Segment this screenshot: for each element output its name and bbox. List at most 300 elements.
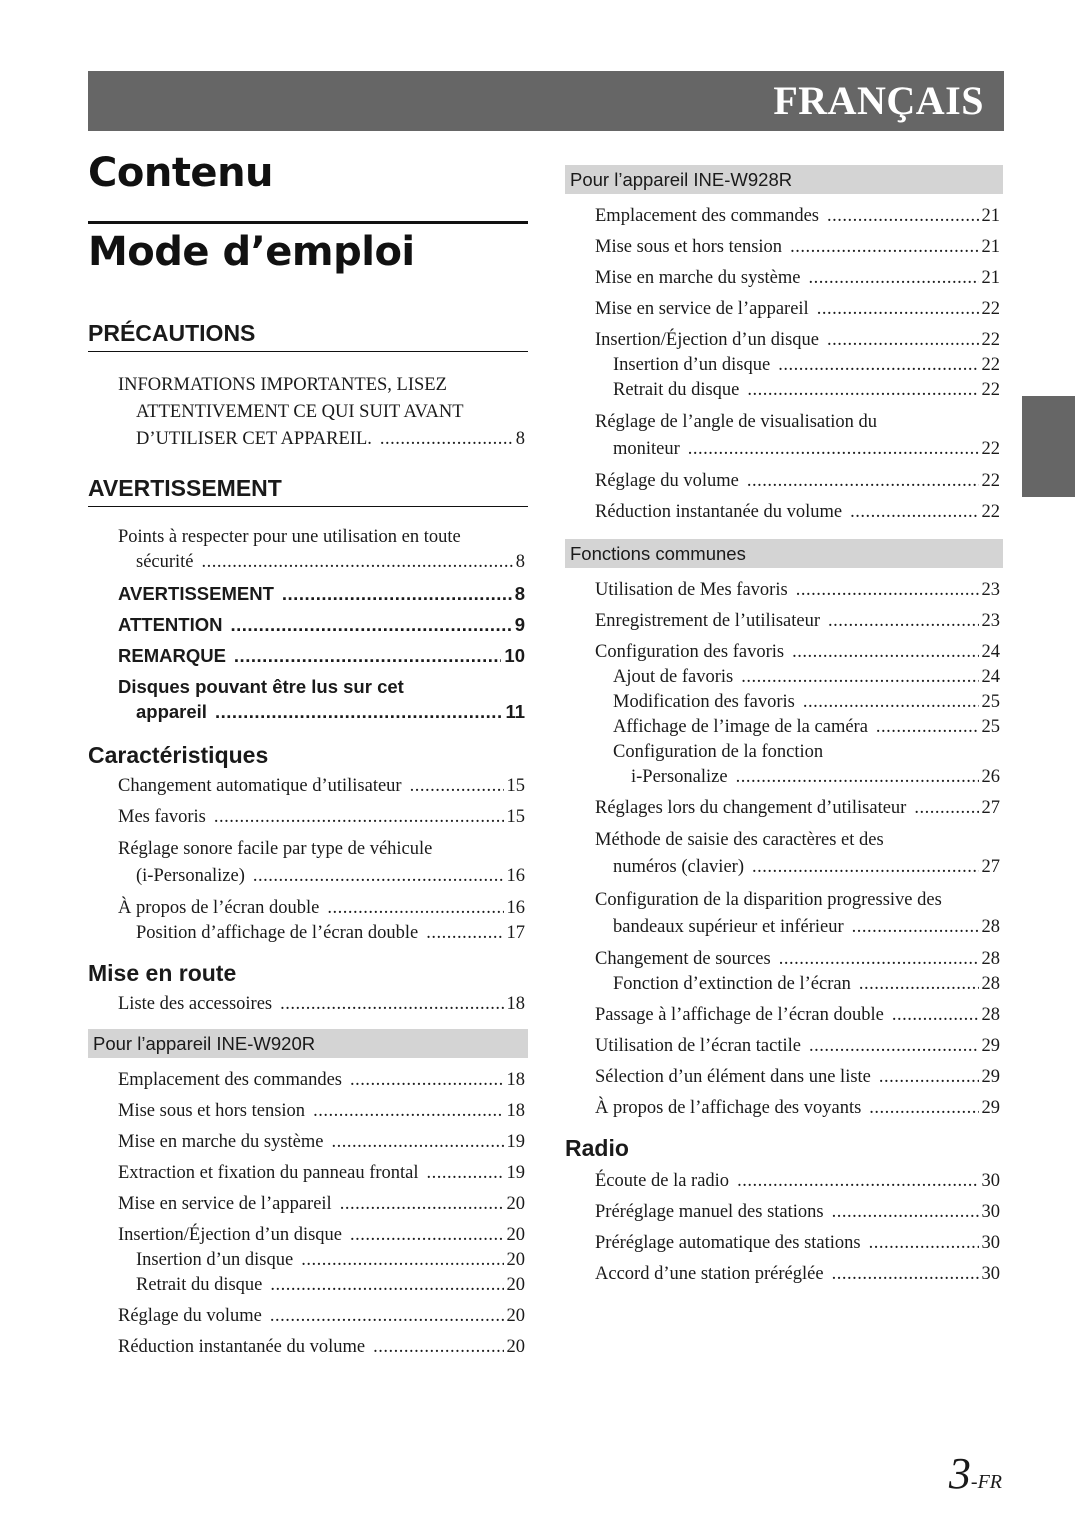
toc-entry-text: Passage à l’affichage de l’écran double: [595, 1005, 884, 1025]
toc-entry[interactable]: [595, 1262, 1000, 1287]
toc-entry-line: [118, 1304, 525, 1329]
toc-entry[interactable]: [595, 1231, 1000, 1256]
toc-entry[interactable]: [595, 409, 1000, 463]
toc-page-number[interactable]: 29: [981, 1067, 1000, 1087]
toc-entry-text: Réduction instantanée du volume: [118, 1337, 366, 1357]
toc-entry-line: [595, 204, 1000, 229]
toc-page-number[interactable]: 22: [981, 439, 1000, 459]
section-thumb-tab: [1022, 396, 1075, 497]
toc-subentry[interactable]: [118, 1248, 525, 1273]
toc-page-number[interactable]: 19: [506, 1163, 525, 1183]
dot-leader: [410, 774, 504, 799]
section-heading: PRÉCAUTIONS: [88, 318, 528, 352]
dot-leader: [215, 699, 502, 724]
toc-entry-text: Retrait du disque: [613, 380, 740, 400]
toc-entry-text: moniteur: [613, 439, 680, 459]
dot-leader: [373, 1335, 503, 1360]
toc-entry-line: [595, 640, 1000, 665]
toc-page-number[interactable]: 20: [506, 1225, 525, 1245]
section-heading: AVERTISSEMENT: [88, 473, 528, 507]
toc-entry-text: Emplacement des commandes: [595, 206, 819, 226]
toc-entry-line: [118, 1335, 525, 1360]
toc-entry-line: [118, 896, 525, 921]
toc-entry[interactable]: [118, 1130, 525, 1155]
dot-leader: [301, 1248, 503, 1273]
toc-entry[interactable]: [595, 500, 1000, 525]
toc-entry-line: [595, 1096, 1000, 1121]
toc-section-entries: [565, 578, 1003, 1121]
toc-page-number[interactable]: 25: [981, 717, 1000, 737]
toc-entry-text: Préréglage manuel des stations: [595, 1202, 824, 1222]
page-title: Contenu: [88, 150, 274, 196]
toc-subentry[interactable]: [595, 353, 1000, 378]
dot-leader: [828, 609, 978, 634]
toc-entry[interactable]: [595, 796, 1000, 821]
toc-entry-line: [595, 1231, 1000, 1256]
toc-section-entries: [88, 774, 528, 946]
toc-subentry[interactable]: [595, 972, 1000, 997]
dot-leader: [809, 266, 979, 291]
toc-entry-line: [118, 836, 525, 863]
toc-page-number[interactable]: 25: [981, 692, 1000, 712]
toc-entry-line: [118, 426, 525, 453]
toc-page-number[interactable]: 22: [981, 502, 1000, 522]
toc-page-number[interactable]: 23: [981, 580, 1000, 600]
dot-leader: [426, 921, 503, 946]
toc-entry-line: [118, 699, 525, 724]
toc-entry-line: [595, 1065, 1000, 1090]
toc-entry-line: [118, 1223, 525, 1248]
toc-entry-line: [613, 715, 1000, 740]
toc-entry[interactable]: [595, 947, 1000, 972]
toc-subentry[interactable]: [118, 1273, 525, 1298]
toc-entry-text: Affichage de l’image de la caméra: [613, 717, 868, 737]
toc-page-number[interactable]: 16: [506, 898, 525, 918]
toc-page-number[interactable]: 28: [981, 1005, 1000, 1025]
toc-entry-text: Mise sous et hors tension: [595, 237, 783, 257]
toc-entry-line: [595, 947, 1000, 972]
toc-entry-line: [136, 1273, 525, 1298]
toc-entry-line: [613, 765, 1000, 790]
toc-entry-line: [118, 550, 525, 575]
section-band: Pour l’appareil INE-W928R: [565, 165, 1003, 194]
toc-entry-text: sécurité: [136, 552, 194, 572]
dot-leader: [817, 297, 979, 322]
toc-entry[interactable]: [118, 774, 525, 799]
toc-entry-line: [595, 266, 1000, 291]
toc-entry-line: [613, 353, 1000, 378]
toc-page-number[interactable]: 29: [981, 1098, 1000, 1118]
language-label: FRANÇAIS: [773, 78, 984, 123]
toc-entry-text: i-Personalize: [631, 767, 728, 787]
toc-entry-line: [595, 1003, 1000, 1028]
toc-entry-line: [595, 1200, 1000, 1225]
page-subtitle: Mode d’emploi: [88, 229, 415, 275]
toc-entry-text: Mise en marche du système: [595, 268, 801, 288]
toc-entry-text: Utilisation de Mes favoris: [595, 580, 788, 600]
toc-subentry[interactable]: [595, 665, 1000, 690]
dot-leader: [737, 1169, 978, 1194]
toc-entry[interactable]: [118, 992, 525, 1017]
toc-entry-text: À propos de l’affichage des voyants: [595, 1098, 862, 1118]
toc-entry-line: [118, 1068, 525, 1093]
toc-entry[interactable]: [118, 1223, 525, 1248]
toc-entry-text: REMARQUE: [118, 645, 226, 666]
section-heading: Radio: [565, 1135, 629, 1161]
toc-entry-line: [118, 612, 525, 637]
toc-list-left: [88, 318, 528, 1360]
dot-leader: [778, 353, 978, 378]
toc-entry-text: Insertion/Éjection d’un disque: [595, 330, 820, 350]
dot-leader: [832, 1200, 979, 1225]
toc-entry-line: [118, 525, 525, 550]
page-number: [949, 1448, 1002, 1499]
toc-entry[interactable]: [118, 372, 525, 453]
toc-entry[interactable]: [118, 805, 525, 830]
toc-entry-text: ATTENTION: [118, 614, 223, 635]
dot-leader: [879, 1065, 979, 1090]
toc-page-number[interactable]: 21: [981, 237, 1000, 257]
dot-leader: [779, 947, 979, 972]
toc-entry-text: Extraction et fixation du panneau frontal: [118, 1163, 419, 1183]
toc-page-number[interactable]: 28: [981, 949, 1000, 969]
toc-entry-line: [595, 578, 1000, 603]
dot-leader: [234, 643, 502, 668]
dot-leader: [214, 805, 504, 830]
dot-leader: [859, 972, 979, 997]
toc-entry-line: [118, 1130, 525, 1155]
toc-entry[interactable]: [118, 1304, 525, 1329]
dot-leader: [688, 436, 979, 463]
toc-entry-text: Préréglage automatique des stations: [595, 1233, 861, 1253]
toc-list-right: [565, 165, 1003, 1287]
toc-entry-line: [118, 581, 525, 606]
toc-subentry[interactable]: [118, 921, 525, 946]
toc-entry-text: Mise en service de l’appareil: [118, 1194, 332, 1214]
toc-page-number[interactable]: 19: [506, 1132, 525, 1152]
toc-entry-text: appareil: [136, 701, 207, 722]
dot-leader: [832, 1262, 979, 1287]
toc-entry[interactable]: [118, 1068, 525, 1093]
language-banner: [88, 71, 1004, 131]
toc-page-number[interactable]: 24: [981, 667, 1000, 687]
page-number-suffix: -FR: [970, 1471, 1002, 1493]
toc-page-number[interactable]: 16: [506, 866, 525, 886]
toc-page-number[interactable]: 29: [981, 1036, 1000, 1056]
toc-page-number[interactable]: 18: [506, 1101, 525, 1121]
dot-leader: [202, 550, 513, 575]
toc-page-number[interactable]: 21: [981, 206, 1000, 226]
toc-entry-line: [595, 297, 1000, 322]
page-number-value: 3: [948, 1449, 971, 1498]
toc-entry-line: [595, 500, 1000, 525]
toc-entry-text: ATTENTIVEMENT CE QUI SUIT AVANT: [136, 402, 464, 422]
toc-right-column: [565, 165, 1003, 1287]
toc-page-number[interactable]: 23: [981, 611, 1000, 631]
toc-entry-line: [613, 972, 1000, 997]
toc-entry-text: bandeaux supérieur et inférieur: [613, 917, 844, 937]
toc-entry-text: D’UTILISER CET APPAREIL.: [136, 429, 372, 449]
toc-page-number[interactable]: 27: [981, 857, 1000, 877]
toc-entry[interactable]: [595, 1096, 1000, 1121]
toc-page-number[interactable]: 30: [981, 1233, 1000, 1253]
toc-page-number[interactable]: 8: [515, 552, 525, 572]
toc-page-number[interactable]: 22: [981, 355, 1000, 375]
toc-entry-line: [595, 469, 1000, 494]
toc-entry-line: [595, 609, 1000, 634]
toc-entry-text: Position d’affichage de l’écran double: [136, 923, 419, 943]
toc-entry[interactable]: [118, 1099, 525, 1124]
toc-entry-line: [595, 1262, 1000, 1287]
toc-entry-text: (i-Personalize): [136, 866, 245, 886]
dot-leader: [270, 1273, 503, 1298]
dot-leader: [332, 1130, 504, 1155]
toc-entry-line: [136, 1248, 525, 1273]
toc-entry[interactable]: [595, 1169, 1000, 1194]
toc-entry-line: [595, 827, 1000, 854]
toc-entry-line: [118, 372, 525, 399]
toc-page-number[interactable]: 20: [506, 1337, 525, 1357]
toc-entry[interactable]: [118, 674, 525, 724]
toc-entry[interactable]: [595, 1065, 1000, 1090]
toc-entry-line: [595, 235, 1000, 260]
toc-section-entries: [565, 1169, 1003, 1287]
dot-leader: [282, 581, 512, 606]
toc-entry-text: Écoute de la radio: [595, 1171, 730, 1191]
toc-entry-text: Réduction instantanée du volume: [595, 502, 843, 522]
toc-entry-text: Réglages lors du changement d’utilisateur: [595, 798, 907, 818]
section-heading: Caractéristiques: [88, 742, 269, 768]
toc-entry[interactable]: [595, 266, 1000, 291]
dot-leader: [869, 1096, 978, 1121]
toc-page-number[interactable]: 11: [505, 701, 525, 722]
toc-entry[interactable]: [118, 836, 525, 890]
toc-page-number[interactable]: 26: [981, 767, 1000, 787]
toc-entry-line: [118, 643, 525, 668]
toc-page-number[interactable]: 28: [981, 917, 1000, 937]
dot-leader: [270, 1304, 504, 1329]
toc-entry-text: Changement automatique d’utilisateur: [118, 776, 402, 796]
toc-page-number[interactable]: 30: [981, 1171, 1000, 1191]
toc-page-number[interactable]: 22: [981, 471, 1000, 491]
dot-leader: [803, 690, 979, 715]
toc-entry[interactable]: [595, 1034, 1000, 1059]
dot-leader: [892, 1003, 979, 1028]
toc-page-number[interactable]: 9: [514, 614, 525, 635]
toc-entry-line: [118, 1192, 525, 1217]
toc-entry-line: [595, 1169, 1000, 1194]
toc-entry-line: [595, 328, 1000, 353]
toc-entry[interactable]: [595, 469, 1000, 494]
toc-page-number[interactable]: 22: [981, 299, 1000, 319]
dot-leader: [827, 204, 979, 229]
dot-leader: [313, 1099, 503, 1124]
dot-leader: [350, 1223, 503, 1248]
toc-entry-text: AVERTISSEMENT: [118, 583, 274, 604]
toc-entry-line: [118, 674, 525, 699]
toc-entry-text: numéros (clavier): [613, 857, 744, 877]
toc-entry[interactable]: [595, 297, 1000, 322]
dot-leader: [809, 1034, 979, 1059]
toc-entry-text: Fonction d’extinction de l’écran: [613, 974, 851, 994]
toc-entry[interactable]: [595, 578, 1000, 603]
toc-entry-line: [118, 774, 525, 799]
toc-entry[interactable]: [595, 235, 1000, 260]
toc-entry-text: Insertion d’un disque: [136, 1250, 294, 1270]
toc-page-number[interactable]: 18: [506, 1070, 525, 1090]
toc-page-number[interactable]: 24: [981, 642, 1000, 662]
toc-entry[interactable]: [595, 328, 1000, 353]
dot-leader: [747, 378, 978, 403]
toc-entry[interactable]: [118, 643, 525, 668]
section-band: Fonctions communes: [565, 539, 1003, 568]
toc-entry-line: [118, 805, 525, 830]
toc-entry-text: Enregistrement de l’utilisateur: [595, 611, 821, 631]
toc-section-entries: [565, 204, 1003, 525]
toc-entry-line: [595, 796, 1000, 821]
toc-entry-line: [118, 992, 525, 1017]
toc-entry[interactable]: [595, 609, 1000, 634]
toc-subentry[interactable]: [595, 740, 1000, 790]
toc-entry-text: Points à respecter pour une utilisation en toute: [118, 527, 461, 547]
toc-entry-line: [595, 1034, 1000, 1059]
toc-entry-text: Utilisation de l’écran tactile: [595, 1036, 801, 1056]
toc-page-number[interactable]: 28: [981, 974, 1000, 994]
toc-entry-line: [118, 399, 525, 426]
toc-entry-text: Ajout de favoris: [613, 667, 734, 687]
toc-page-number[interactable]: 30: [981, 1264, 1000, 1284]
toc-page-number[interactable]: 20: [506, 1194, 525, 1214]
toc-page-number[interactable]: 20: [506, 1306, 525, 1326]
toc-subentry[interactable]: [595, 690, 1000, 715]
dot-leader: [747, 469, 979, 494]
toc-entry-text: Réglage de l’angle de visualisation du: [595, 412, 878, 432]
dot-leader: [736, 765, 979, 790]
toc-entry-line: [136, 921, 525, 946]
toc-entry[interactable]: [595, 1200, 1000, 1225]
toc-entry-text: Réglage du volume: [595, 471, 739, 491]
toc-entry[interactable]: [118, 612, 525, 637]
toc-entry-text: Configuration de la disparition progressive des: [595, 890, 942, 910]
dot-leader: [741, 665, 978, 690]
toc-subentry[interactable]: [595, 378, 1000, 403]
toc-entry[interactable]: [118, 1335, 525, 1360]
toc-entry-text: Liste des accessoires: [118, 994, 273, 1014]
toc-section-entries: [88, 992, 528, 1017]
toc-entry-text: Insertion d’un disque: [613, 355, 771, 375]
toc-page-number[interactable]: 27: [981, 798, 1000, 818]
toc-page-number[interactable]: 20: [506, 1275, 525, 1295]
toc-page-number[interactable]: 18: [506, 994, 525, 1014]
toc-page-number[interactable]: 8: [514, 583, 525, 604]
toc-page-number[interactable]: 15: [506, 807, 525, 827]
toc-entry-text: Méthode de saisie des caractères et des: [595, 830, 884, 850]
toc-entry-line: [595, 887, 1000, 914]
dot-leader: [253, 863, 504, 890]
toc-entry[interactable]: [595, 887, 1000, 941]
toc-entry-text: Disques pouvant être lus sur cet: [118, 676, 404, 697]
toc-entry[interactable]: [118, 581, 525, 606]
toc-page-number[interactable]: 21: [981, 268, 1000, 288]
dot-leader: [876, 715, 979, 740]
section-heading: Mise en route: [88, 960, 237, 986]
toc-page-number[interactable]: 30: [981, 1202, 1000, 1222]
toc-entry-text: Mise sous et hors tension: [118, 1101, 306, 1121]
dot-leader: [827, 328, 978, 353]
toc-page-number[interactable]: 8: [515, 429, 525, 449]
toc-entry-text: Configuration de la fonction: [613, 742, 824, 762]
toc-left-column: [88, 145, 528, 1360]
toc-page-number[interactable]: 15: [506, 776, 525, 796]
toc-entry-line: [595, 409, 1000, 436]
toc-entry-text: Retrait du disque: [136, 1275, 263, 1295]
toc-entry-text: Mise en service de l’appareil: [595, 299, 809, 319]
toc-entry-text: Sélection d’un élément dans une liste: [595, 1067, 871, 1087]
toc-section-entries: [88, 1068, 528, 1360]
toc-entry-text: Modification des favoris: [613, 692, 795, 712]
section-band: Pour l’appareil INE-W920R: [88, 1029, 528, 1058]
toc-entry-text: Insertion/Éjection d’un disque: [118, 1225, 343, 1245]
toc-entry-line: [595, 436, 1000, 463]
toc-entry-text: Réglage du volume: [118, 1306, 262, 1326]
toc-entry[interactable]: [118, 1161, 525, 1186]
toc-entry-line: [118, 1161, 525, 1186]
toc-page-number[interactable]: 17: [506, 923, 525, 943]
toc-page-number[interactable]: 10: [504, 645, 525, 666]
dot-leader: [914, 796, 978, 821]
dot-leader: [350, 1068, 504, 1093]
dot-leader: [850, 500, 978, 525]
toc-entry-line: [118, 863, 525, 890]
toc-page-number[interactable]: 20: [506, 1250, 525, 1270]
toc-entry-line: [613, 690, 1000, 715]
toc-entry[interactable]: [595, 204, 1000, 229]
toc-section-entries: [88, 525, 528, 724]
toc-page-number[interactable]: 22: [981, 380, 1000, 400]
dot-leader: [790, 235, 978, 260]
toc-entry-text: Accord d’une station préréglée: [595, 1264, 824, 1284]
toc-entry[interactable]: [118, 896, 525, 921]
toc-entry-line: [613, 378, 1000, 403]
dot-leader: [752, 854, 979, 881]
toc-entry-line: [613, 665, 1000, 690]
toc-entry[interactable]: [118, 1192, 525, 1217]
toc-entry-line: [613, 740, 1000, 765]
dot-leader: [796, 578, 979, 603]
toc-entry-text: Emplacement des commandes: [118, 1070, 342, 1090]
toc-section-entries: [88, 372, 528, 453]
dot-leader: [792, 640, 978, 665]
toc-entry[interactable]: [595, 1003, 1000, 1028]
toc-entry-line: [595, 854, 1000, 881]
toc-entry-text: Mise en marche du système: [118, 1132, 324, 1152]
toc-entry-line: [595, 914, 1000, 941]
toc-entry-text: INFORMATIONS IMPORTANTES, LISEZ: [118, 375, 447, 395]
dot-leader: [427, 1161, 504, 1186]
toc-entry-line: [118, 1099, 525, 1124]
toc-entry[interactable]: [118, 525, 525, 575]
toc-entry-text: Réglage sonore facile par type de véhicule: [118, 839, 433, 859]
toc-page-number[interactable]: 22: [981, 330, 1000, 350]
dot-leader: [340, 1192, 504, 1217]
toc-entry[interactable]: [595, 640, 1000, 665]
toc-entry-text: À propos de l’écran double: [118, 898, 320, 918]
dot-leader: [852, 914, 979, 941]
dot-leader: [869, 1231, 979, 1256]
dot-leader: [230, 612, 511, 637]
toc-subentry[interactable]: [595, 715, 1000, 740]
toc-entry[interactable]: [595, 827, 1000, 881]
